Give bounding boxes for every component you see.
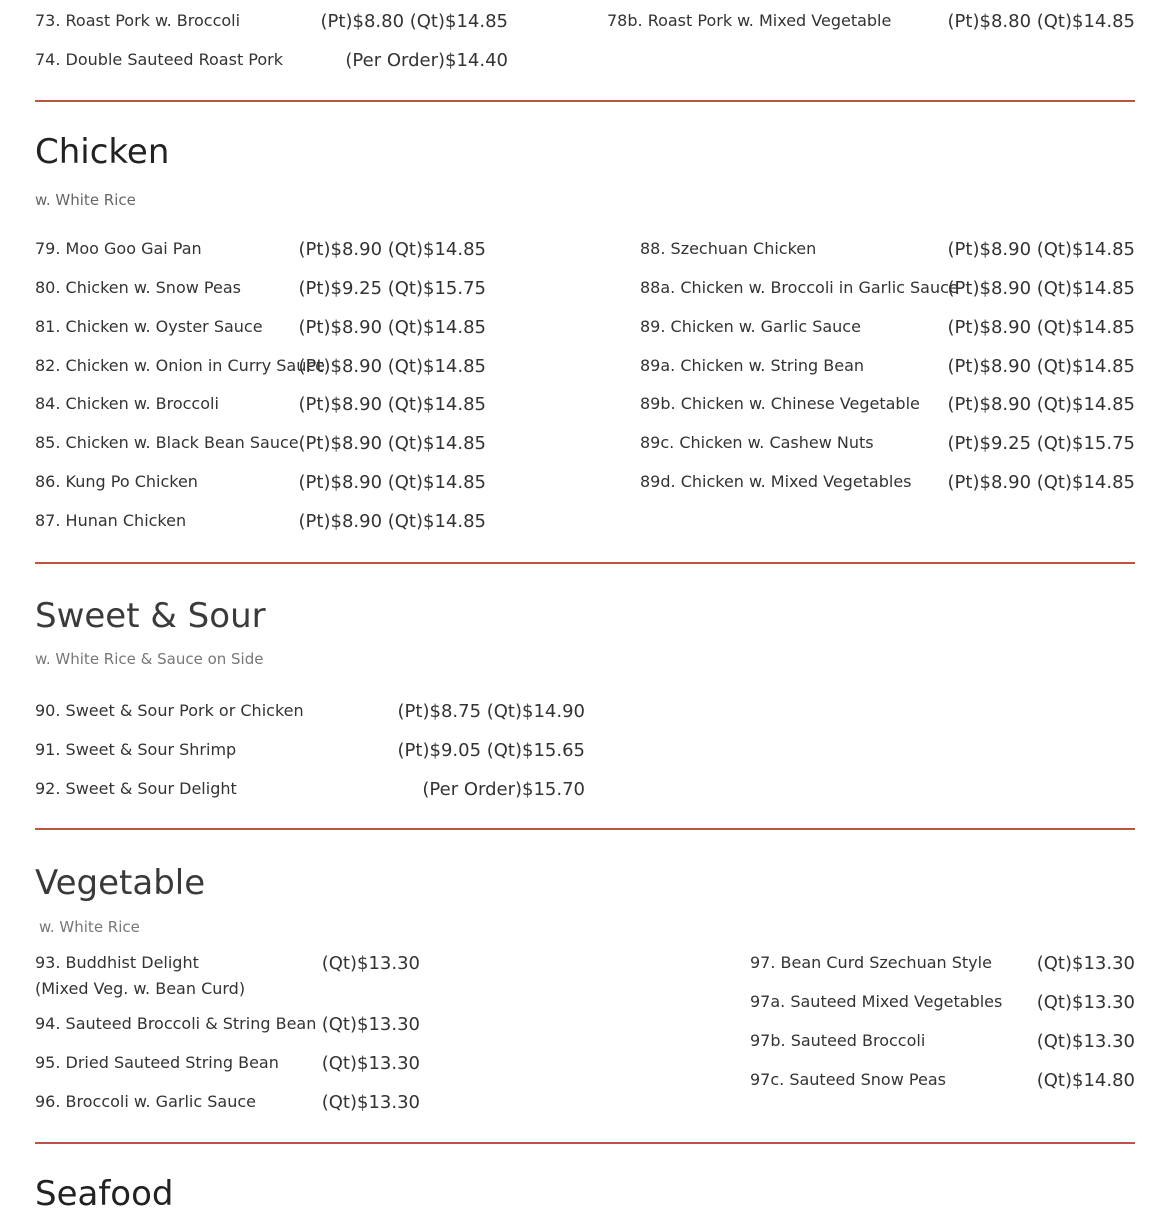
section-divider	[35, 828, 1135, 830]
section-title-chicken: Chicken	[35, 132, 170, 172]
menu-item-name: 89. Chicken w. Garlic Sauce	[640, 317, 861, 336]
menu-item-price: (Pt)$8.90 (Qt)$14.85	[947, 278, 1135, 299]
menu-item-name: 73. Roast Pork w. Broccoli	[35, 11, 241, 30]
menu-item-name: 97a. Sauteed Mixed Vegetables	[750, 992, 1003, 1011]
menu-item-name: 89b. Chicken w. Chinese Vegetable	[640, 394, 920, 413]
section-divider	[35, 1142, 1135, 1144]
menu-item-price: (Pt)$8.90 (Qt)$14.85	[947, 394, 1135, 415]
menu-item-name: 82. Chicken w. Onion in Curry Sauce	[35, 356, 325, 375]
menu-item-price: (Qt)$13.30	[321, 1053, 420, 1074]
menu-item-name: 93. Buddhist Delight	[35, 953, 199, 972]
menu-item-name: 78b. Roast Pork w. Mixed Vegetable	[607, 11, 892, 30]
menu-item-name: 90. Sweet & Sour Pork or Chicken	[35, 701, 304, 720]
menu-item-name: 89a. Chicken w. String Bean	[640, 356, 865, 375]
menu-item-price: (Qt)$14.80	[1036, 1070, 1135, 1091]
section-title-vegetable: Vegetable	[35, 863, 206, 903]
menu-item-name: 80. Chicken w. Snow Peas	[35, 278, 241, 297]
menu-item-price: (Qt)$13.30	[321, 953, 420, 974]
menu-item-name: 81. Chicken w. Oyster Sauce	[35, 317, 263, 336]
menu-item-name: 95. Dried Sauteed String Bean	[35, 1053, 279, 1072]
section-subtitle-vegetable: w. White Rice	[39, 918, 140, 936]
menu-item-price: (Pt)$8.75 (Qt)$14.90	[397, 701, 585, 722]
menu-item-price: (Pt)$8.90 (Qt)$14.85	[298, 472, 486, 493]
menu-item-name: 91. Sweet & Sour Shrimp	[35, 740, 237, 759]
menu-item-price: (Qt)$13.30	[1036, 953, 1135, 974]
menu-item-price: (Pt)$8.80 (Qt)$14.85	[947, 11, 1135, 32]
menu-item-price: (Pt)$9.25 (Qt)$15.75	[298, 278, 486, 299]
section-title-seafood: Seafood	[35, 1174, 174, 1214]
menu-item-price: (Pt)$8.80 (Qt)$14.85	[320, 11, 508, 32]
menu-item-name: 94. Sauteed Broccoli & String Bean	[35, 1014, 317, 1033]
menu-item-price: (Pt)$9.25 (Qt)$15.75	[947, 433, 1135, 454]
section-divider	[35, 562, 1135, 564]
menu-item-price: (Pt)$8.90 (Qt)$14.85	[298, 317, 486, 338]
menu-item-name: 87. Hunan Chicken	[35, 511, 187, 530]
menu-item-price: (Qt)$13.30	[321, 1092, 420, 1113]
section-subtitle-sweet-sour: w. White Rice & Sauce on Side	[35, 650, 264, 668]
menu-item-name: 92. Sweet & Sour Delight	[35, 779, 237, 798]
menu-item-name: 88. Szechuan Chicken	[640, 239, 817, 258]
menu-item-name: 79. Moo Goo Gai Pan	[35, 239, 202, 258]
menu-item-name: 74. Double Sauteed Roast Pork	[35, 50, 284, 69]
menu-item-name: 97. Bean Curd Szechuan Style	[750, 953, 992, 972]
menu-item-price: (Qt)$13.30	[1036, 1031, 1135, 1052]
menu-item-name: 88a. Chicken w. Broccoli in Garlic Sauce	[640, 278, 959, 297]
menu-item-price: (Pt)$8.90 (Qt)$14.85	[298, 433, 486, 454]
section-subtitle-chicken: w. White Rice	[35, 191, 136, 209]
menu-item-name: 84. Chicken w. Broccoli	[35, 394, 219, 413]
menu-item-price: (Pt)$9.05 (Qt)$15.65	[397, 740, 585, 761]
menu-item-name: 89d. Chicken w. Mixed Vegetables	[640, 472, 912, 491]
menu-item-price: (Pt)$8.90 (Qt)$14.85	[298, 394, 486, 415]
menu-item-price: (Qt)$13.30	[1036, 992, 1135, 1013]
menu-item-price: (Per Order)$15.70	[422, 779, 585, 800]
menu-item-price: (Pt)$8.90 (Qt)$14.85	[298, 239, 486, 260]
menu-item-name: 89c. Chicken w. Cashew Nuts	[640, 433, 874, 452]
section-divider	[35, 100, 1135, 102]
menu-item-name: 86. Kung Po Chicken	[35, 472, 198, 491]
menu-item-price: (Pt)$8.90 (Qt)$14.85	[947, 317, 1135, 338]
menu-item-price: (Pt)$8.90 (Qt)$14.85	[947, 239, 1135, 260]
menu-item-name: 96. Broccoli w. Garlic Sauce	[35, 1092, 256, 1111]
menu-item-price: (Per Order)$14.40	[345, 50, 508, 71]
menu-item-name: 85. Chicken w. Black Bean Sauce	[35, 433, 299, 452]
menu-item-name: 97c. Sauteed Snow Peas	[750, 1070, 946, 1089]
menu-item-price: (Pt)$8.90 (Qt)$14.85	[298, 356, 486, 377]
menu-item-price: (Pt)$8.90 (Qt)$14.85	[947, 472, 1135, 493]
section-title-sweet-sour: Sweet & Sour	[35, 596, 266, 636]
menu-item-price: (Pt)$8.90 (Qt)$14.85	[298, 511, 486, 532]
menu-item-price: (Qt)$13.30	[321, 1014, 420, 1035]
menu-item-name: 97b. Sauteed Broccoli	[750, 1031, 926, 1050]
menu-item-price: (Pt)$8.90 (Qt)$14.85	[947, 356, 1135, 377]
menu-item-note: (Mixed Veg. w. Bean Curd)	[35, 979, 246, 998]
